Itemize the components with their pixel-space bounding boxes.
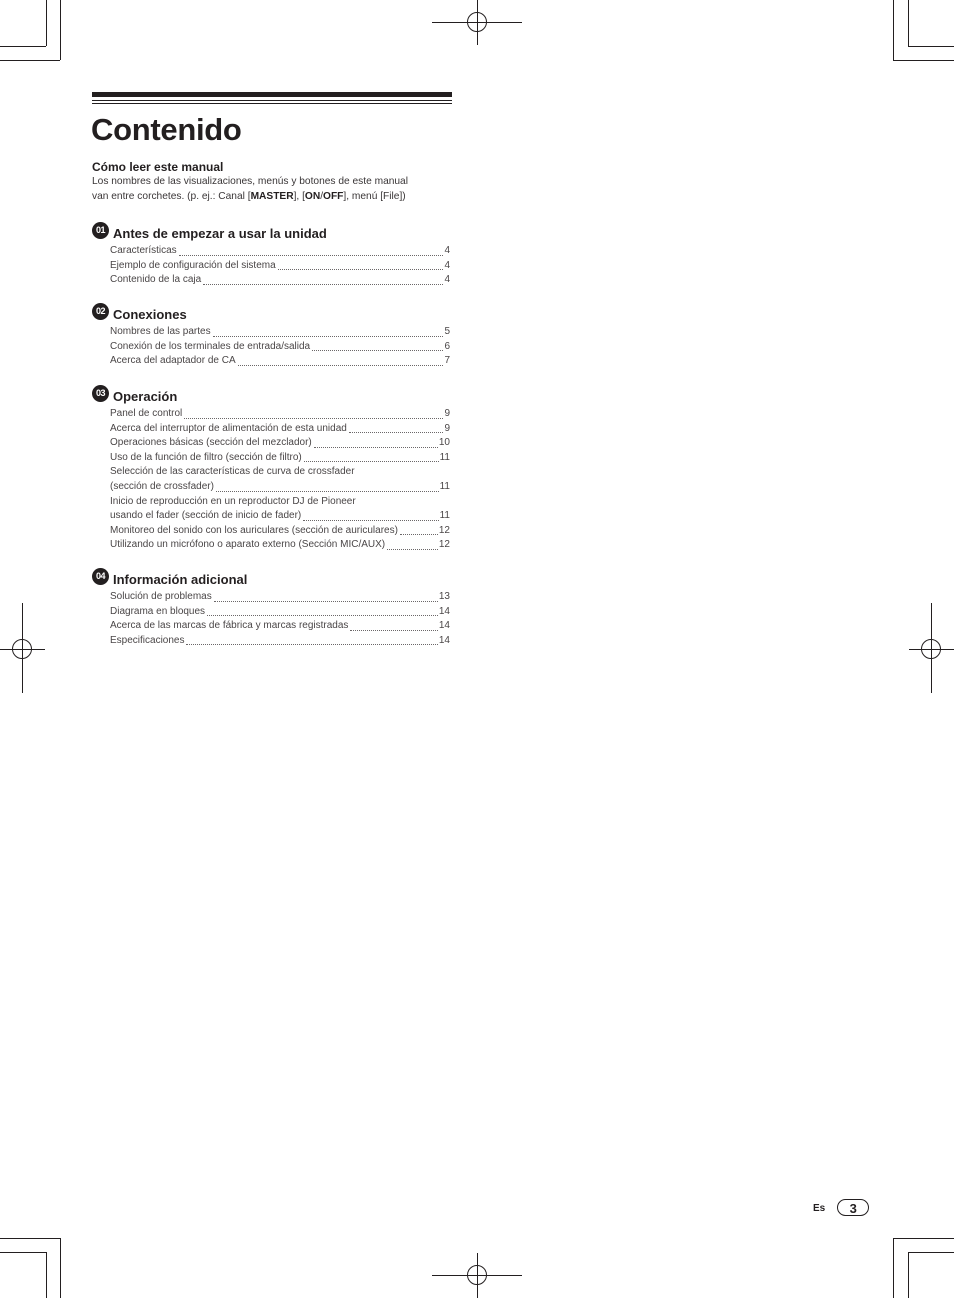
toc-entry[interactable] xyxy=(110,325,450,340)
toc-entry-text: Características xyxy=(110,245,177,256)
intro-text-part: / xyxy=(320,190,324,202)
intro-line: Los nombres de las visualizaciones, menús y botones de este manual xyxy=(92,176,408,187)
toc-entry[interactable] xyxy=(110,436,450,451)
toc-section-04 xyxy=(92,572,450,648)
dot-leader xyxy=(207,615,438,616)
toc-entry-text: Conexión de los terminales de entrada/salida xyxy=(110,340,311,352)
toc-entry xyxy=(110,509,450,524)
toc-entry-page: 10 xyxy=(438,437,450,449)
section-title: Conexiones xyxy=(113,307,187,322)
toc-entry-page: 5 xyxy=(444,326,450,337)
language-code: Es xyxy=(813,1202,826,1214)
page-footer xyxy=(813,1197,869,1217)
toc-entry-text: Acerca del interruptor de alimentación de esta unidad xyxy=(110,422,347,434)
toc-entry-page: 4 xyxy=(444,274,450,286)
dot-leader xyxy=(304,461,439,462)
toc-entry[interactable] xyxy=(110,619,450,634)
toc-entry-page: 6 xyxy=(444,340,450,352)
section-number-badge: 01 xyxy=(92,222,109,239)
on-label: ON xyxy=(304,190,321,202)
toc-entry-text: Acerca del adaptador de CA xyxy=(110,355,236,367)
crop-mark xyxy=(908,1252,909,1298)
toc-entry-page: 9 xyxy=(444,422,450,434)
toc-entry-page: 14 xyxy=(438,634,450,646)
section-heading xyxy=(92,572,450,590)
crop-mark xyxy=(0,1252,46,1253)
section-heading xyxy=(92,389,450,407)
toc-entry[interactable] xyxy=(110,422,450,437)
registration-mark xyxy=(467,12,487,32)
toc-entry-multiline[interactable] xyxy=(110,495,450,524)
crop-mark xyxy=(893,1238,954,1239)
crop-mark xyxy=(908,1252,954,1253)
dot-leader xyxy=(216,491,439,492)
toc-entry-page: 13 xyxy=(438,591,450,602)
dot-leader xyxy=(350,630,437,631)
toc-entry-text: Monitoreo del sonido con los auriculares (sección de auriculares) xyxy=(110,524,398,536)
crop-mark xyxy=(46,1252,47,1298)
toc-entry-text-line1: Inicio de reproducción en un reproductor DJ de Pioneer xyxy=(110,495,356,507)
crop-mark xyxy=(60,0,61,60)
toc-entry[interactable] xyxy=(110,634,450,649)
dot-leader xyxy=(214,601,438,602)
dot-leader xyxy=(186,644,437,645)
toc-section-02 xyxy=(92,307,450,369)
crop-mark xyxy=(60,1238,61,1298)
toc-entry-page: 4 xyxy=(444,245,450,256)
intro-text-part: ], [ xyxy=(293,190,305,202)
intro-heading: Cómo leer este manual xyxy=(92,160,224,174)
toc-section-03 xyxy=(92,389,450,553)
toc-entry[interactable] xyxy=(110,259,450,274)
toc-list xyxy=(110,244,450,288)
toc-entry-text: Ejemplo de configuración del sistema xyxy=(110,259,276,271)
registration-mark xyxy=(467,1265,487,1285)
crop-mark xyxy=(893,1238,894,1298)
toc-entry-page: 11 xyxy=(439,451,450,463)
crop-mark xyxy=(908,46,954,47)
registration-mark xyxy=(921,639,941,659)
toc-entry[interactable] xyxy=(110,407,450,422)
toc-entry[interactable] xyxy=(110,340,450,355)
crop-mark xyxy=(0,60,60,61)
dot-leader xyxy=(303,520,438,521)
dot-leader xyxy=(179,255,444,256)
toc-list xyxy=(110,407,450,553)
toc-list xyxy=(110,325,450,369)
page-number: 3 xyxy=(837,1199,869,1216)
master-label: MASTER xyxy=(250,190,294,202)
intro-text-part: ], menú [File]) xyxy=(343,190,406,202)
dot-leader xyxy=(238,365,444,366)
toc-entry[interactable] xyxy=(110,538,450,553)
title-rule xyxy=(92,100,452,101)
toc-entry-multiline[interactable] xyxy=(110,465,450,494)
toc-entry-text-line1: Selección de las características de curva de crossfader xyxy=(110,466,355,478)
toc-entry-text: Contenido de la caja xyxy=(110,274,202,286)
toc-entry-text: usando el fader (sección de inicio de fader) xyxy=(110,510,302,522)
toc-entry[interactable] xyxy=(110,590,450,605)
toc-list xyxy=(110,590,450,648)
toc-entry-text: Acerca de las marcas de fábrica y marcas registradas xyxy=(110,620,349,632)
off-label: OFF xyxy=(323,190,344,202)
section-heading xyxy=(92,307,450,325)
crop-mark xyxy=(893,60,954,61)
section-number-badge: 04 xyxy=(92,568,109,585)
toc-entry-text: Uso de la función de filtro (sección de filtro) xyxy=(110,451,302,463)
toc-entry[interactable] xyxy=(110,451,450,466)
toc-entry-text: Diagrama en bloques xyxy=(110,605,206,617)
registration-mark xyxy=(12,639,32,659)
section-number-badge: 03 xyxy=(92,385,109,402)
toc-entry-page: 4 xyxy=(444,259,450,271)
toc-entry-text: Solución de problemas xyxy=(110,591,212,602)
title-rule xyxy=(92,103,452,104)
dot-leader xyxy=(213,336,444,337)
toc-entry xyxy=(110,480,450,495)
toc-section-01 xyxy=(92,226,450,288)
toc-entry-text: Especificaciones xyxy=(110,634,185,646)
toc-entry-text: Panel de control xyxy=(110,408,183,419)
dot-leader xyxy=(314,447,438,448)
crop-mark xyxy=(0,46,46,47)
toc-entry[interactable] xyxy=(110,354,450,369)
toc-entry-page: 9 xyxy=(444,408,450,419)
dot-leader xyxy=(400,534,438,535)
section-title: Antes de empezar a usar la unidad xyxy=(113,226,327,241)
section-title: Información adicional xyxy=(113,572,248,587)
crop-mark xyxy=(0,1238,60,1239)
dot-leader xyxy=(184,418,443,419)
toc-entry-page: 11 xyxy=(439,510,450,522)
crop-mark xyxy=(893,0,894,60)
dot-leader xyxy=(387,549,438,550)
section-heading xyxy=(92,226,450,244)
toc-entry-text: (sección de crossfader) xyxy=(110,480,214,492)
title-rule xyxy=(92,92,452,97)
dot-leader xyxy=(278,269,444,270)
crop-mark xyxy=(46,0,47,46)
toc-entry-text: Nombres de las partes xyxy=(110,326,211,337)
section-title: Operación xyxy=(113,389,178,404)
toc-entry-page: 11 xyxy=(439,480,450,492)
page-title: Contenido xyxy=(91,112,242,147)
toc-entry-text: Utilizando un micrófono o aparato externo (Sección MIC/AUX) xyxy=(110,539,386,551)
dot-leader xyxy=(203,284,443,285)
dot-leader xyxy=(349,432,444,433)
crop-mark xyxy=(908,0,909,46)
intro-text xyxy=(92,175,452,205)
title-rules xyxy=(92,92,452,104)
toc-entry[interactable] xyxy=(110,244,450,259)
intro-text-part: van entre corchetes. (p. ej.: Canal [ xyxy=(92,190,251,202)
toc-entry-page: 12 xyxy=(438,524,450,536)
section-number-badge: 02 xyxy=(92,303,109,320)
toc-entry[interactable] xyxy=(110,605,450,620)
toc-entry-page: 14 xyxy=(438,620,450,632)
toc-entry-text: Operaciones básicas (sección del mezclador) xyxy=(110,437,312,449)
toc-entry-page: 14 xyxy=(438,605,450,617)
toc-entry-page: 7 xyxy=(444,355,450,367)
intro-block xyxy=(92,160,452,205)
toc-entry-page: 12 xyxy=(438,539,450,551)
toc-entry[interactable] xyxy=(110,273,450,288)
intro-line xyxy=(92,190,452,205)
toc-entry[interactable] xyxy=(110,524,450,539)
dot-leader xyxy=(312,350,443,351)
